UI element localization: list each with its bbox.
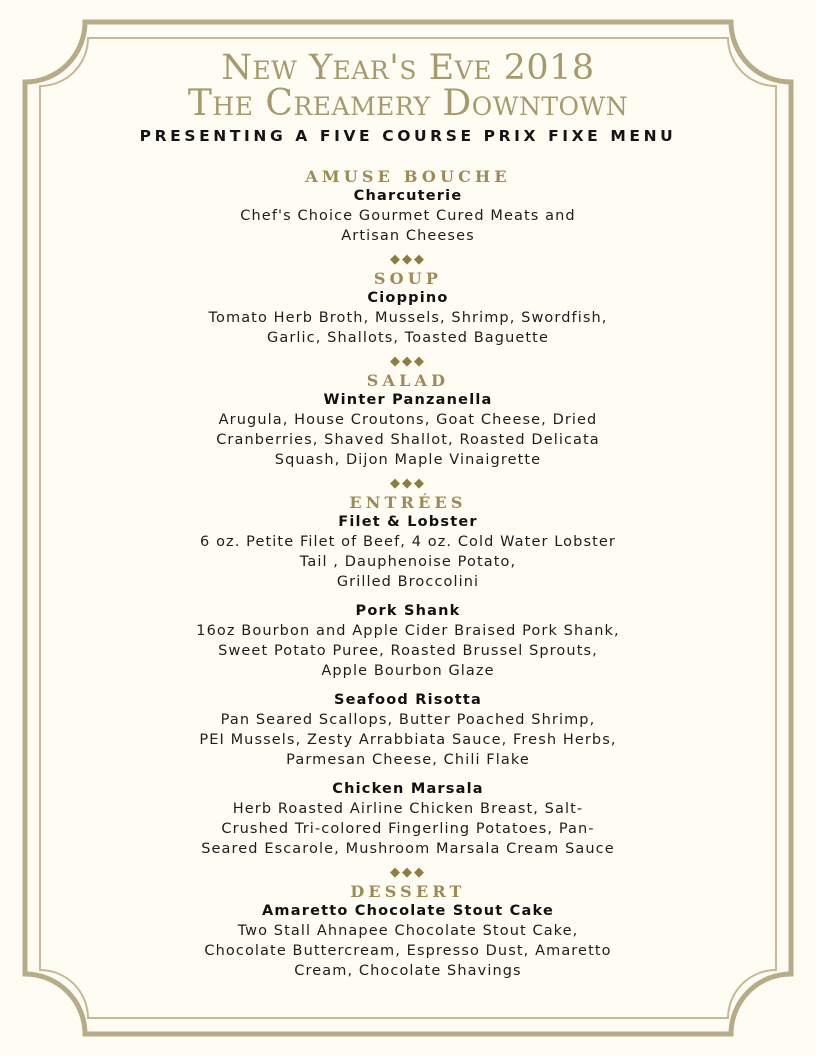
dish-description-line: Cream, Chocolate Shavings (294, 963, 522, 979)
dish-description-line: PEI Mussels, Zesty Arrabbiata Sauce, Fresh Herbs, (199, 732, 617, 748)
dish-name: Pork Shank (355, 603, 461, 619)
dish-name: Chicken Marsala (332, 781, 484, 797)
section-heading: DESSERT (350, 882, 466, 901)
dish-description-line: Two Stall Ahnapee Chocolate Stout Cake, (237, 923, 579, 939)
dish-description (100, 799, 716, 859)
dish-description-line: Crushed Tri-colored Fingerling Potatoes, Pan- (221, 821, 595, 837)
dish-description (100, 921, 716, 981)
dish-description-line: 6 oz. Petite Filet of Beef, 4 oz. Cold Water Lobster (200, 534, 616, 550)
menu-subtitle: PRESENTING A FIVE COURSE PRIX FIXE MENU (139, 127, 677, 145)
dish-description (100, 206, 716, 246)
dish-description (100, 308, 716, 348)
dish-description-line: Herb Roasted Airline Chicken Breast, Salt- (232, 801, 584, 817)
dish-description-line: Chocolate Buttercream, Espresso Dust, Amaretto (204, 943, 612, 959)
section-heading: ENTRÉES (349, 493, 467, 512)
dish-description (100, 710, 716, 770)
dish-description-line: Cranberries, Shaved Shallot, Roasted Delicata (216, 432, 600, 448)
dish-description-line: Arugula, House Croutons, Goat Cheese, Dried (218, 412, 598, 428)
menu-content (100, 50, 716, 981)
section-heading: SALAD (366, 371, 450, 390)
dish-description (100, 621, 716, 681)
dish-description-line: Apple Bourbon Glaze (321, 663, 495, 679)
menu-item (100, 602, 716, 681)
diamond-divider-icon: ◆◆◆ (390, 252, 426, 267)
dish-description-line: Pan Seared Scallops, Butter Poached Shrimp, (220, 712, 596, 728)
section-heading: AMUSE BOUCHE (305, 167, 511, 186)
diamond-divider-icon: ◆◆◆ (390, 354, 426, 369)
menu-sections (100, 167, 716, 981)
dish-name: Charcuterie (353, 188, 463, 204)
dish-description-line: Chef's Choice Gourmet Cured Meats and (240, 208, 576, 224)
menu-item (100, 780, 716, 859)
menu-item (100, 289, 716, 348)
menu-title-line1: New Year's Eve 2018 (221, 48, 595, 88)
menu-title-line2: The Creamery Downtown (187, 83, 629, 124)
dish-description-line: Sweet Potato Puree, Roasted Brussel Sprouts, (218, 643, 598, 659)
dish-description-line: Grilled Broccolini (336, 574, 480, 590)
dish-description-line: Tomato Herb Broth, Mussels, Shrimp, Swordfish, (208, 310, 608, 326)
menu-item (100, 391, 716, 470)
section-heading: SOUP (373, 269, 443, 288)
dish-description-line: 16oz Bourbon and Apple Cider Braised Pork Shank, (196, 623, 620, 639)
dish-description-line: Artisan Cheeses (341, 228, 475, 244)
dish-description-line: Squash, Dijon Maple Vinaigrette (274, 452, 542, 468)
menu-item (100, 902, 716, 981)
dish-description-line: Seared Escarole, Mushroom Marsala Cream Sauce (201, 841, 615, 857)
dish-description (100, 410, 716, 470)
diamond-divider-icon: ◆◆◆ (390, 476, 426, 491)
dish-description (100, 532, 716, 592)
dish-description-line: Garlic, Shallots, Toasted Baguette (267, 330, 549, 346)
dish-name: Winter Panzanella (323, 392, 493, 408)
dish-name: Cioppino (367, 290, 449, 306)
diamond-divider-icon: ◆◆◆ (390, 865, 426, 880)
menu-item (100, 187, 716, 246)
dish-description-line: Parmesan Cheese, Chili Flake (286, 752, 530, 768)
dish-name: Amaretto Chocolate Stout Cake (262, 903, 554, 919)
menu-item (100, 513, 716, 592)
dish-description-line: Tail , Dauphenoise Potato, (299, 554, 517, 570)
menu-item (100, 691, 716, 770)
dish-name: Seafood Risotta (333, 692, 483, 708)
dish-name: Filet & Lobster (338, 514, 478, 530)
